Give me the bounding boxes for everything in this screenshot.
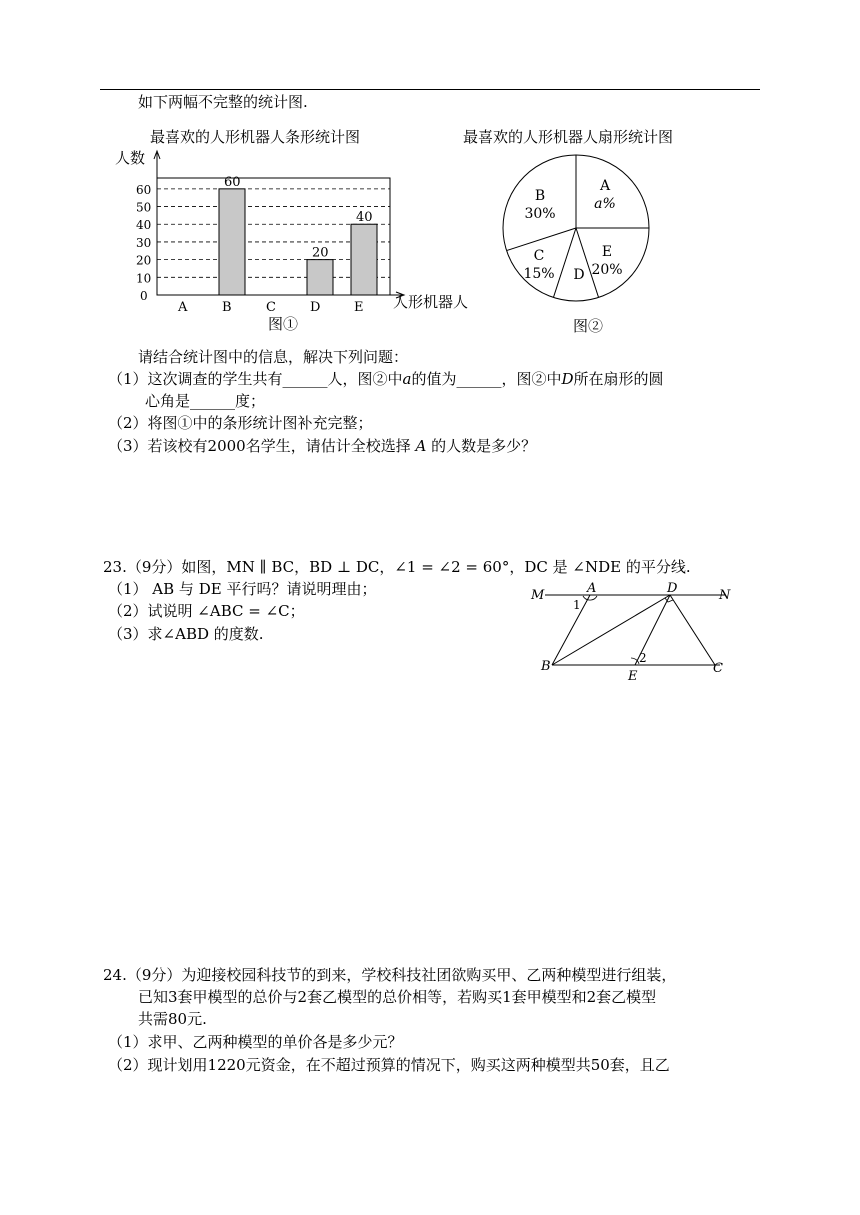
q24-line2: 已知3套甲模型的总价与2套乙模型的总价相等，若购买1套甲模型和2套乙模型: [138, 988, 657, 1006]
y-tick-label: 20: [136, 253, 152, 268]
pie-caption: 图②: [573, 317, 604, 335]
geometry-figure: [525, 580, 745, 685]
bar-value-label: 20: [312, 245, 329, 261]
angle-1-arc: [583, 596, 597, 600]
bar-chart-title: 最喜欢的人形机器人条形统计图: [150, 128, 361, 146]
q23-part3: （3）求∠ABD 的度数.: [108, 625, 264, 643]
bar-ticks: [136, 183, 151, 303]
y-tick-label: 0: [140, 289, 148, 303]
q22-part2: （2）将图①中的条形统计图补充完整；: [108, 414, 373, 432]
pie-pct-C: 15%: [523, 266, 555, 282]
pie-label-B: B: [534, 188, 546, 204]
x-category-label: D: [310, 300, 321, 315]
bar-E: [351, 224, 377, 295]
pie-pct-A: a%: [594, 196, 616, 212]
pie-label-C: C: [533, 248, 545, 264]
y-tick-label: 10: [136, 271, 152, 286]
label-angle-2: 2: [639, 651, 647, 665]
bar-value-label: 40: [356, 210, 373, 226]
label-B: B: [541, 659, 551, 674]
pie-pct-E: 20%: [591, 262, 623, 278]
q23-heading: 23.（9分）如图，MN ∥ BC，BD ⊥ DC，∠1 = ∠2 = 60°，DC 是 ∠NDE 的平分线.: [103, 558, 691, 576]
intro-text: 如下两幅不完整的统计图.: [138, 93, 308, 111]
label-angle-1: 1: [573, 598, 581, 612]
x-category-label: A: [178, 300, 188, 315]
y-tick-label: 50: [136, 200, 152, 215]
pie-chart: [495, 148, 665, 308]
label-E: E: [628, 669, 638, 684]
bar-xlabel: 人形机器人: [393, 293, 469, 311]
bar-categories: [177, 300, 364, 315]
q24-part1: （1）求甲、乙两种模型的单价各是多少元？: [108, 1033, 403, 1051]
x-category-label: B: [222, 300, 232, 315]
x-category-label: C: [266, 300, 276, 315]
bar-B: [219, 189, 245, 295]
bar-value-labels: [224, 175, 373, 261]
q24-line1: 24.（9分）为迎接校园科技节的到来，学校科技社团欲购买甲、乙两种模型进行组装，: [103, 966, 677, 984]
q22-lead: 请结合统计图中的信息，解决下列问题：: [138, 348, 409, 366]
pie-label-E: E: [601, 244, 613, 260]
q24-line3: 共需80元.: [138, 1010, 207, 1028]
q23-part1: （1） AB 与 DE 平行吗？请说明理由；: [108, 580, 377, 598]
q22-part3: （3）若该校有2000名学生，请估计全校选择 A 的人数是多少？: [108, 437, 537, 455]
bar-D: [307, 260, 333, 295]
bar-caption: 图①: [268, 315, 299, 333]
y-tick-label: 40: [136, 218, 152, 233]
y-tick-label: 30: [136, 235, 152, 250]
x-category-label: E: [354, 300, 364, 315]
bar-ylabel: 人数: [115, 149, 146, 167]
pie-chart-title: 最喜欢的人形机器人扇形统计图: [463, 128, 674, 146]
bar-chart: [105, 145, 485, 335]
segment-AB: [552, 595, 590, 665]
label-N: N: [719, 588, 731, 603]
label-D: D: [667, 581, 678, 596]
label-M: M: [531, 588, 545, 603]
segment-DC: [670, 595, 715, 665]
pie-label-D: D: [573, 267, 585, 283]
header-rule: [100, 89, 760, 90]
pie-label-A: A: [599, 178, 611, 194]
pie-pct-B: 30%: [524, 206, 556, 222]
label-A: A: [587, 581, 597, 596]
q22-part1-cont: 心角是______度；: [145, 392, 266, 410]
y-tick-label: 60: [136, 182, 152, 197]
q23-part2: （2）试说明 ∠ABC = ∠C；: [108, 602, 305, 620]
q24-part2: （2）现计划用1220元资金，在不超过预算的情况下，购买这两种模型共50套，且乙: [108, 1056, 670, 1074]
bar-value-label: 60: [224, 174, 241, 190]
label-C: C: [713, 661, 723, 676]
q22-part1: （1）这次调查的学生共有______人，图②中a的值为______，图②中D所在扇形的圆: [108, 370, 664, 388]
